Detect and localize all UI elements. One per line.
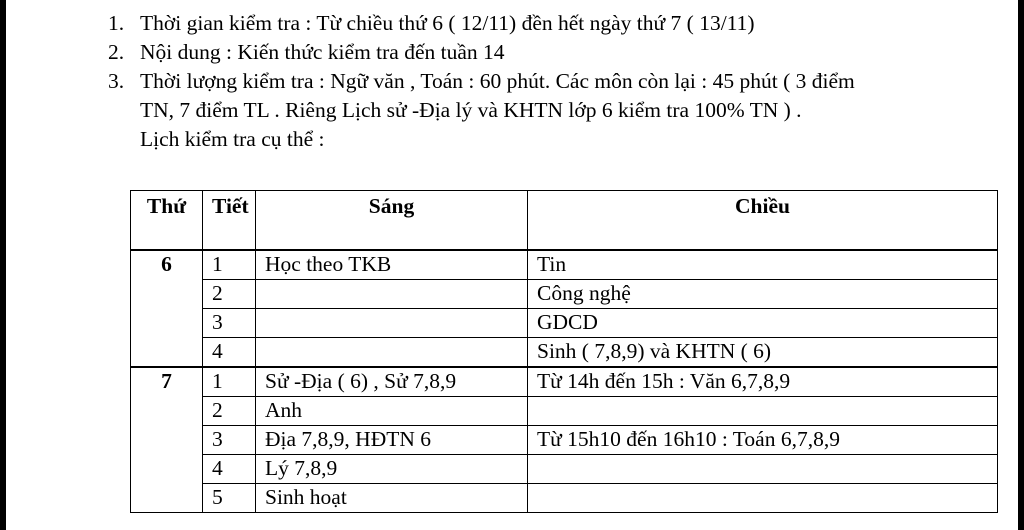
cell-thu: 6 (131, 250, 203, 367)
header-chieu: Chiều (528, 191, 998, 251)
list-item (108, 67, 998, 96)
table-row (131, 280, 998, 309)
cell-sang: Sử -Địa ( 6) , Sử 7,8,9 (256, 367, 528, 397)
cell-sang (256, 338, 528, 368)
cell-sang (256, 280, 528, 309)
cell-sang: Anh (256, 397, 528, 426)
table-row (131, 309, 998, 338)
table-row (131, 338, 998, 368)
cell-tiet: 5 (203, 484, 256, 513)
schedule-intro: Lịch kiểm tra cụ thể : (140, 127, 325, 151)
list-item (108, 9, 998, 38)
cell-thu: 7 (131, 367, 203, 513)
cell-chieu: Từ 15h10 đến 16h10 : Toán 6,7,8,9 (528, 426, 998, 455)
left-edge-bar (0, 0, 6, 530)
cell-chieu (528, 484, 998, 513)
table-row (131, 397, 998, 426)
list-item (108, 38, 998, 67)
info-list (108, 9, 998, 154)
cell-tiet: 4 (203, 338, 256, 368)
right-edge-bar (1018, 0, 1024, 530)
list-item-text: Nội dung : Kiến thức kiểm tra đến tuần 14 (140, 40, 505, 64)
table-row (131, 426, 998, 455)
schedule-table (130, 190, 998, 513)
cell-chieu: Từ 14h đến 15h : Văn 6,7,8,9 (528, 367, 998, 397)
table-header-row (131, 191, 998, 251)
cell-tiet: 4 (203, 455, 256, 484)
cell-chieu: Công nghệ (528, 280, 998, 309)
cell-chieu (528, 455, 998, 484)
header-tiet: Tiết (203, 191, 256, 251)
list-item-number: 3. (108, 69, 125, 93)
cell-sang (256, 309, 528, 338)
list-item-continuation: TN, 7 điểm TL . Riêng Lịch sử -Địa lý và KHTN lớp 6 kiểm tra 100% TN ) . (140, 98, 802, 122)
list-item-number: 2. (108, 40, 125, 64)
cell-sang: Lý 7,8,9 (256, 455, 528, 484)
cell-sang: Học theo TKB (256, 250, 528, 280)
cell-tiet: 1 (203, 250, 256, 280)
cell-tiet: 3 (203, 426, 256, 455)
table-row (131, 484, 998, 513)
list-item-text: Thời lượng kiểm tra : Ngữ văn , Toán : 60 phút. Các môn còn lại : 45 phút ( 3 điểm (140, 69, 855, 93)
cell-chieu: Sinh ( 7,8,9) và KHTN ( 6) (528, 338, 998, 368)
cell-tiet: 2 (203, 280, 256, 309)
cell-chieu: GDCD (528, 309, 998, 338)
cell-sang: Địa 7,8,9, HĐTN 6 (256, 426, 528, 455)
cell-chieu (528, 397, 998, 426)
list-item-text: Thời gian kiểm tra : Từ chiều thứ 6 ( 12/11) đền hết ngày thứ 7 ( 13/11) (140, 11, 755, 35)
cell-tiet: 2 (203, 397, 256, 426)
cell-sang: Sinh hoạt (256, 484, 528, 513)
list-item-number: 1. (108, 11, 125, 35)
header-sang: Sáng (256, 191, 528, 251)
cell-tiet: 1 (203, 367, 256, 397)
cell-chieu: Tin (528, 250, 998, 280)
header-thu: Thứ (131, 191, 203, 251)
table-row (131, 250, 998, 280)
cell-tiet: 3 (203, 309, 256, 338)
schedule-table-body (131, 191, 998, 513)
table-row (131, 455, 998, 484)
table-row (131, 367, 998, 397)
